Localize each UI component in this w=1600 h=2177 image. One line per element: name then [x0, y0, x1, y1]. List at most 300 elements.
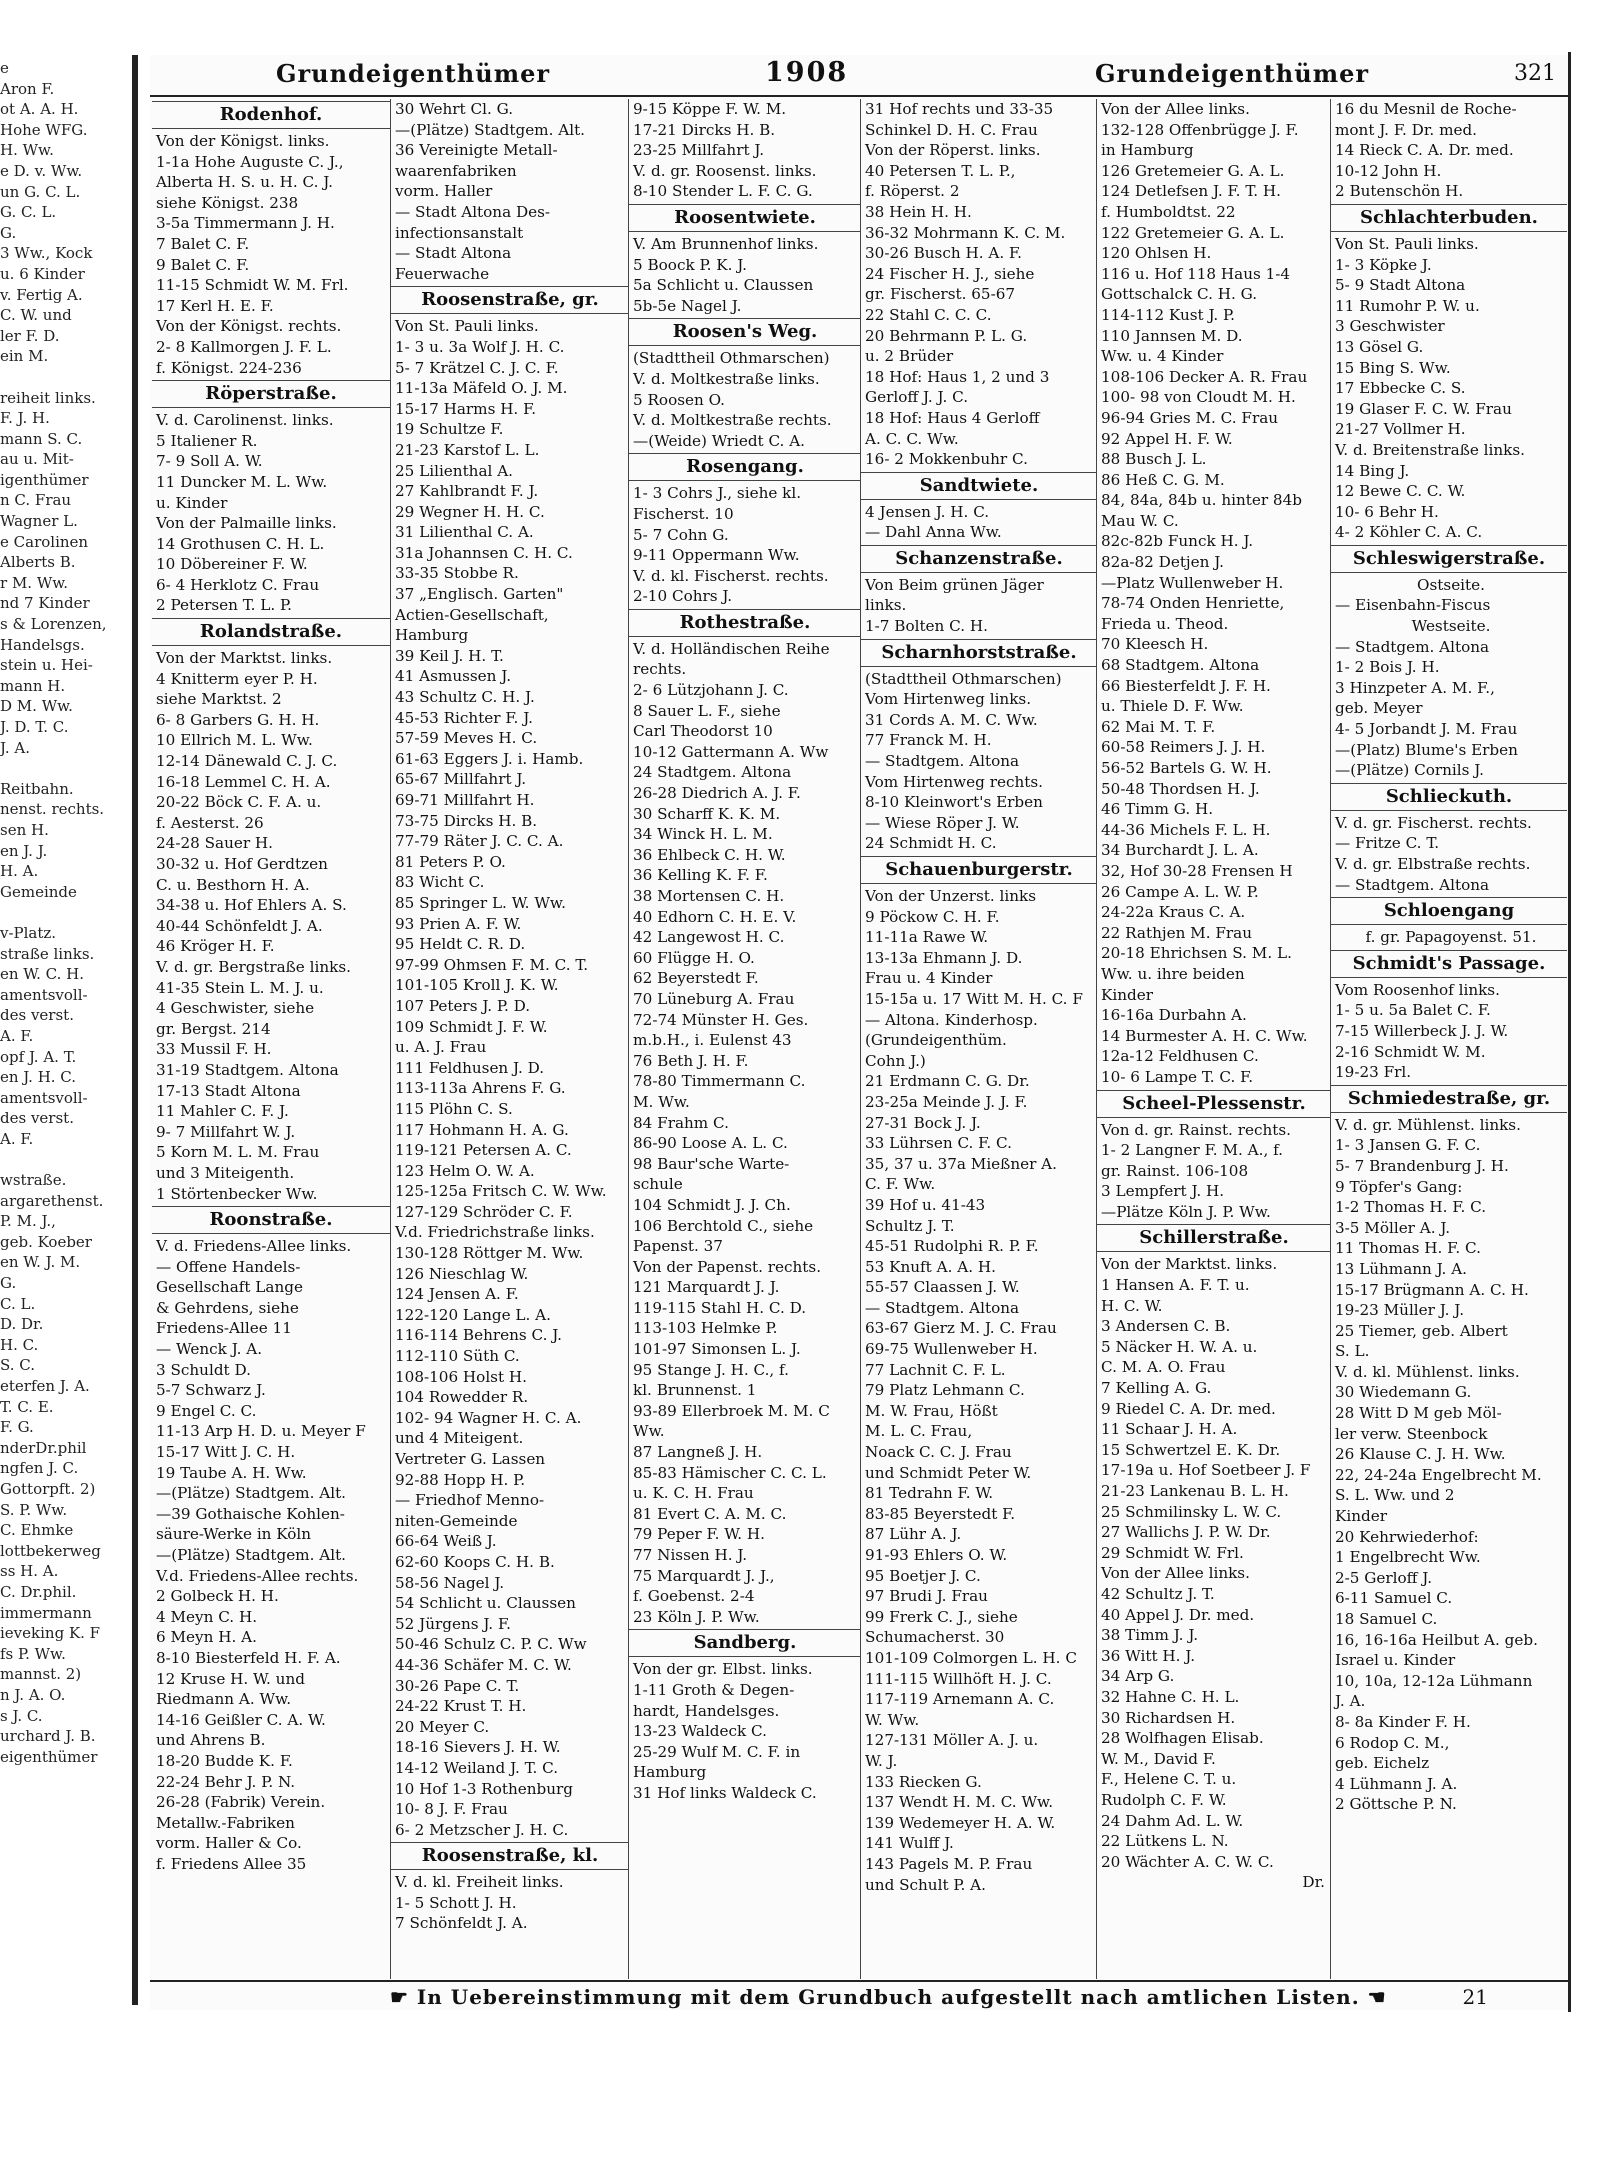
entry-line: 36 Vereinigte Metall- — [395, 141, 558, 160]
entry-line: — Stadtgem. Altona — [865, 752, 1020, 771]
entry-line: gr. Fischerst. 65-67 — [865, 285, 1016, 304]
street-heading: Roosenstraße, gr. — [391, 286, 629, 314]
entry-line: Hamburg — [395, 626, 469, 645]
entry-line: 126 Nieschlag W. — [395, 1264, 529, 1283]
entry-line: m.b.H., i. Eulenst 43 — [633, 1031, 792, 1050]
entry-line: 93 Prien A. F. W. — [395, 914, 522, 933]
entry-line: V.d. Friedrichstraße links. — [395, 1223, 595, 1242]
entry-line: 30-26 Pape C. T. — [395, 1676, 520, 1695]
entry-line: 52 Jürgens J. F. — [395, 1614, 511, 1633]
entry-line: 31 Cords A. M. C. Ww. — [865, 710, 1038, 729]
prev-page-line — [0, 1149, 128, 1170]
entry-line: —Plätze Köln J. P. Ww. — [1101, 1202, 1271, 1221]
entry-line: 70 Kleesch H. — [1101, 635, 1209, 654]
entry-line: 2- 6 Lützjohann J. C. — [633, 681, 789, 700]
entry-line: C. u. Besthorn H. A. — [156, 875, 310, 894]
entry-line: Von St. Pauli links. — [395, 317, 539, 336]
entry-line: 83 Wicht C. — [395, 873, 485, 892]
entry-line: V. d. Carolinenst. links. — [156, 411, 334, 430]
entry-line: V. d. kl. Freiheit links. — [395, 1873, 564, 1892]
entry-line: 16- 2 Mokkenbuhr C. — [865, 450, 1028, 469]
entry-line: 10-12 Gattermann A. Ww — [633, 742, 829, 761]
entry-line: 11-15 Schmidt W. M. Frl. — [156, 276, 349, 295]
prev-page-line: n C. Frau — [0, 491, 72, 510]
entry-line: Vom Hirtenweg links. — [865, 690, 1032, 709]
prev-page-line: en W. J. M. — [0, 1253, 81, 1272]
entry-line: niten-Gemeinde — [395, 1511, 518, 1530]
prev-page-line: nenst. rechts. — [0, 800, 105, 819]
entry-line: 46 Timm G. H. — [1101, 800, 1214, 819]
entry-line: Frau u. 4 Kinder — [865, 969, 993, 988]
prev-page-line: S. C. — [0, 1356, 35, 1375]
entry-line: 4- 5 Jorbandt J. M. Frau — [1335, 720, 1518, 739]
entry-line: 9- 7 Millfahrt W. J. — [156, 1122, 296, 1141]
entry-line: 21 Erdmann C. G. Dr. — [865, 1072, 1030, 1091]
entry-line: 95 Boetjer J. C. — [865, 1566, 981, 1585]
entry-line: 33-35 Stobbe R. — [395, 564, 519, 583]
entry-line: 11 Thomas H. F. C. — [1335, 1239, 1481, 1258]
entry-line: 31 Lilienthal C. A. — [395, 523, 534, 542]
prev-page-line: n J. A. O. — [0, 1685, 66, 1704]
entry-line: 34 Burchardt J. L. A. — [1101, 841, 1259, 860]
entry-line: 10 Döbereiner F. W. — [156, 555, 308, 574]
entry-line: 75 Marquardt J. J., — [633, 1566, 775, 1585]
prev-page-line: u. 6 Kinder — [0, 264, 85, 283]
entry-line: 26-28 Diedrich A. J. F. — [633, 784, 801, 803]
entry-line: und 3 Miteigenth. — [156, 1163, 295, 1182]
entry-line: geb. Meyer — [1335, 699, 1423, 718]
entry-line: —Platz Wullenweber H. — [1101, 573, 1284, 592]
entry-line: 12 Bewe C. C. W. — [1335, 482, 1466, 501]
entry-line: 36 Ehlbeck C. H. W. — [633, 845, 786, 864]
prev-page-line: ein M. — [0, 347, 49, 366]
entry-line: 5 Roosen O. — [633, 390, 725, 409]
entry-line: und 4 Miteigent. — [395, 1429, 524, 1448]
entry-line: (Grundeigenthüm. — [865, 1031, 1007, 1050]
entry-line: V. d. Moltkestraße rechts. — [633, 411, 832, 430]
prev-page-line: H. C. — [0, 1335, 39, 1354]
entry-line: —(Plätze) Stadtgem. Alt. — [156, 1484, 346, 1503]
entry-line: Kinder — [1335, 1507, 1387, 1526]
entry-line: V. Am Brunnenhof links. — [633, 234, 819, 253]
entry-line: V. d. kl. Mühlenst. links. — [1335, 1362, 1520, 1381]
entry-line: 53 Knuft A. A. H. — [865, 1257, 996, 1276]
entry-line: 125-125a Fritsch C. W. Ww. — [395, 1182, 607, 1201]
street-heading: Sandtwiete. — [861, 472, 1097, 500]
entry-line: f. Königst. 224-236 — [156, 358, 302, 377]
entry-line: 2-16 Schmidt W. M. — [1335, 1042, 1486, 1061]
page-number: 321 — [1514, 61, 1556, 86]
entry-line: 37 „Englisch. Garten" — [395, 585, 564, 604]
entry-line: W. M., David F. — [1101, 1749, 1216, 1768]
directory-column-1 — [152, 99, 390, 1979]
entry-line: 45-51 Rudolphi R. P. F. — [865, 1237, 1039, 1256]
entry-line: 14 Burmester A. H. C. Ww. — [1101, 1026, 1308, 1045]
entry-line: Schumacherst. 30 — [865, 1628, 1005, 1647]
entry-line: M. Ww. — [633, 1092, 690, 1111]
entry-line: 26 Campe A. L. W. P. — [1101, 882, 1259, 901]
entry-line: 24 Schmidt H. C. — [865, 834, 997, 853]
entry-line: 119-115 Stahl H. C. D. — [633, 1298, 807, 1317]
entry-line: 30 Richardsen H. — [1101, 1708, 1236, 1727]
entry-line: 39 Hof u. 41-43 — [865, 1195, 986, 1214]
entry-line: 4- 2 Köhler C. A. C. — [1335, 523, 1483, 542]
entry-line: u. A. J. Frau — [395, 1038, 487, 1057]
prev-page-line — [0, 902, 128, 923]
prev-page-line: nd 7 Kinder — [0, 594, 90, 613]
entry-line: vorm. Haller — [395, 182, 493, 201]
entry-line: 9 Balet C. F. — [156, 255, 250, 274]
entry-line: 19-23 Frl. — [1335, 1063, 1412, 1082]
entry-line: 4 Meyn C. H. — [156, 1607, 258, 1626]
entry-line: 16-18 Lemmel C. H. A. — [156, 772, 331, 791]
entry-line: 84, 84a, 84b u. hinter 84b — [1101, 491, 1302, 510]
entry-line: 17-21 Dircks H. B. — [633, 120, 776, 139]
entry-line: 96-94 Gries M. C. Frau — [1101, 408, 1279, 427]
entry-line: 27-31 Bock J. J. — [865, 1113, 981, 1132]
entry-line: 121 Marquardt J. J. — [633, 1278, 780, 1297]
entry-line: V. d. gr. Mühlenst. links. — [1335, 1115, 1521, 1134]
street-heading: Schmiedestraße, gr. — [1331, 1085, 1567, 1113]
entry-line: 13-23 Waldeck C. — [633, 1722, 767, 1741]
entry-line: 17-13 Stadt Altona — [156, 1081, 301, 1100]
entry-line: 11 Rumohr P. W. u. — [1335, 296, 1480, 315]
entry-line: Gottschalck C. H. G. — [1101, 285, 1258, 304]
entry-line: u. Thiele D. F. Ww. — [1101, 697, 1244, 716]
entry-line: 2 Petersen T. L. P. — [156, 596, 293, 615]
prev-page-line: ler F. D. — [0, 326, 60, 345]
page-edge-line — [1568, 52, 1571, 2012]
entry-line: 117-119 Arnemann A. C. — [865, 1690, 1055, 1709]
entry-line: 21-23 Lankenau B. L. H. — [1101, 1482, 1289, 1500]
entry-line: hardt, Handelsges. — [633, 1701, 780, 1720]
prev-page-line: des verst. — [0, 1006, 74, 1025]
prev-page-line: Gemeinde — [0, 882, 77, 901]
entry-line: — Stadtgem. Altona — [1335, 875, 1490, 894]
entry-line: 35, 37 u. 37a Mießner A. — [865, 1154, 1057, 1173]
entry-line: (Stadttheil Othmarschen) — [633, 349, 830, 368]
street-heading: Schmidt's Passage. — [1331, 950, 1567, 978]
entry-line: 10 Ellrich M. L. Ww. — [156, 731, 313, 750]
entry-line: 2 Golbeck H. H. — [156, 1587, 279, 1606]
entry-line: — Stadt Altona — [395, 244, 512, 263]
entry-line: 1- 3 Cohrs J., siehe kl. — [633, 484, 802, 503]
prev-page-line: urchard J. B. — [0, 1727, 96, 1746]
entry-line: 1-7 Bolten C. H. — [865, 617, 988, 636]
entry-line: f. Goebenst. 2-4 — [633, 1587, 755, 1606]
prev-page-line: C. Ehmke — [0, 1521, 74, 1540]
entry-line: 4 Geschwister, siehe — [156, 999, 315, 1018]
entry-line: 34 Arp G. — [1101, 1667, 1175, 1686]
entry-line: 98 Baur'sche Warte- — [633, 1154, 790, 1173]
entry-line: u. 2 Brüder — [865, 347, 954, 366]
prev-page-line: D M. Ww. — [0, 697, 73, 716]
entry-line: Noack C. C. J. Frau — [865, 1443, 1012, 1462]
entry-line: 40 Appel J. Dr. med. — [1101, 1605, 1255, 1624]
entry-line: 9 Riedel C. A. Dr. med. — [1101, 1399, 1276, 1418]
prev-page-line: en J. J. — [0, 841, 48, 860]
entry-line: 30 Wiedemann G. — [1335, 1383, 1472, 1402]
entry-line: V. d. Holländischen Reihe — [633, 639, 830, 658]
entry-line: 30-26 Busch H. A. F. — [865, 244, 1022, 263]
entry-line: f. Röperst. 2 — [865, 182, 960, 201]
entry-line: 130-128 Röttger M. Ww. — [395, 1244, 584, 1263]
entry-line: 38 Mortensen C. H. — [633, 887, 785, 905]
entry-line: 7-15 Willerbeck J. J. W. — [1335, 1021, 1509, 1040]
entry-line: waarenfabriken — [395, 161, 517, 180]
entry-line: 18 Hof: Haus 4 Gerloff — [865, 408, 1040, 427]
prev-page-line — [0, 367, 128, 388]
entry-line: 76 Beth J. H. F. — [633, 1051, 749, 1070]
entry-line: 36-32 Mohrmann K. C. M. — [865, 223, 1066, 242]
entry-line: 1 Störtenbecker Ww. — [156, 1184, 318, 1203]
entry-line: 69-75 Wullenweber H. — [865, 1340, 1038, 1359]
entry-line: 50-48 Thordsen H. J. — [1101, 779, 1260, 798]
street-heading: Rothestraße. — [629, 609, 861, 637]
entry-line: 4 Lühmann J. A. — [1335, 1774, 1458, 1793]
entry-line: 117 Hohmann H. A. G. — [395, 1120, 569, 1139]
entry-line: 41 Asmussen J. — [395, 667, 512, 686]
street-heading: Roosenstraße, kl. — [391, 1842, 629, 1870]
entry-line: 31 Hof rechts und 33-35 — [865, 100, 1054, 118]
entry-line: 106 Berchtold C., siehe — [633, 1216, 814, 1235]
entry-line: säure-Werke in Köln — [156, 1525, 312, 1544]
entry-line: 91-93 Ehlers O. W. — [865, 1546, 1008, 1564]
entry-line: 11 Mahler C. F. J. — [156, 1102, 289, 1121]
entry-line: — Wenck J. A. — [156, 1340, 263, 1359]
entry-line: 27 Kahlbrandt F. J. — [395, 482, 539, 501]
entry-line: 20 Behrmann P. L. G. — [865, 326, 1028, 345]
entry-line: 92-88 Hopp H. P. — [395, 1470, 526, 1489]
entry-line: 36 Witt H. J. — [1101, 1646, 1196, 1665]
entry-line: 39 Keil J. H. T. — [395, 646, 504, 665]
entry-line: 5- 7 Cohn G. — [633, 525, 729, 544]
entry-line: Von der Unzerst. links — [865, 887, 1036, 905]
entry-line: 26-28 (Fabrik) Verein. — [156, 1793, 326, 1812]
entry-line: Vom Roosenhof links. — [1335, 980, 1500, 999]
entry-line: geb. Eichelz — [1335, 1754, 1430, 1773]
entry-line: 18-20 Budde K. F. — [156, 1751, 293, 1770]
entry-line: 2-5 Gerloff J. — [1335, 1568, 1433, 1587]
entry-line: 25 Schmilinsky L. W. C. — [1101, 1502, 1282, 1521]
entry-line: — Wiese Röper J. W. — [865, 813, 1020, 832]
entry-line: 14-12 Weiland J. T. C. — [395, 1758, 559, 1777]
entry-line: V. d. gr. Bergstraße links. — [156, 957, 351, 976]
prev-page-line: immermann — [0, 1603, 92, 1622]
entry-line: 14 Rieck C. A. Dr. med. — [1335, 141, 1514, 160]
entry-line: 11 Duncker M. L. Ww. — [156, 472, 328, 491]
entry-line: Schultz J. T. — [865, 1216, 955, 1235]
entry-line: 61-63 Eggers J. i. Hamb. — [395, 749, 584, 768]
entry-line: 60-58 Reimers J. J. H. — [1101, 738, 1266, 757]
entry-line: in Hamburg — [1101, 141, 1194, 160]
entry-line: 100- 98 von Cloudt M. H. — [1101, 388, 1296, 407]
entry-line: 6 Meyn H. A. — [156, 1628, 257, 1647]
entry-line: 19 Glaser F. C. W. Frau — [1335, 399, 1512, 418]
entry-line: —(Plätze) Stadtgem. Alt. — [395, 120, 585, 139]
prev-page-line: A. F. — [0, 1129, 34, 1148]
prev-page-line: igenthümer — [0, 470, 89, 489]
entry-line: S. L. Ww. und 2 — [1335, 1486, 1455, 1505]
entry-line: Vom Hirtenweg rechts. — [865, 772, 1043, 791]
entry-line: 97-99 Ohmsen F. M. C. T. — [395, 955, 589, 974]
entry-line: 14-16 Geißler C. A. W. — [156, 1710, 326, 1729]
entry-line: 86-90 Loose A. L. C. — [633, 1134, 788, 1153]
entry-line: 83-85 Beyerstedt F. — [865, 1504, 1016, 1523]
entry-line: 21-23 Karstof L. L. — [395, 440, 540, 459]
entry-line: 31 Hof links Waldeck C. — [633, 1783, 817, 1802]
entry-line: 6- 2 Metzscher J. H. C. — [395, 1820, 569, 1839]
entry-line: 63-67 Gierz M. J. C. Frau — [865, 1319, 1057, 1338]
entry-line: und Schmidt Peter W. — [865, 1463, 1032, 1482]
entry-line: 11-13a Mäfeld O. J. M. — [395, 379, 568, 398]
entry-line: 24-22 Krust T. H. — [395, 1697, 527, 1716]
prev-page-line: v. Fertig A. — [0, 285, 83, 304]
entry-line: 108-106 Decker A. R. Frau — [1101, 367, 1308, 386]
entry-line: 85 Springer L. W. Ww. — [395, 893, 566, 912]
directory-column-6 — [1330, 99, 1567, 1979]
entry-line: 30 Wehrt Cl. G. — [395, 100, 514, 118]
entry-line: H. C. W. — [1101, 1296, 1163, 1315]
entry-line: Ww. u. 4 Kinder — [1101, 347, 1224, 366]
prev-page-line: Gottorpft. 2) — [0, 1479, 96, 1498]
entry-line: 115 Plöhn C. S. — [395, 1099, 513, 1118]
entry-line: Von d. gr. Rainst. rechts. — [1101, 1120, 1291, 1139]
entry-line: 1 Hansen A. F. T. u. — [1101, 1276, 1250, 1295]
entry-line: 2- 8 Kallmorgen J. F. L. — [156, 337, 332, 356]
entry-line: Von der Allee links. — [1101, 100, 1250, 118]
prev-page-line: P. M. J., — [0, 1212, 56, 1231]
entry-line: 3 Lempfert J. H. — [1101, 1182, 1225, 1201]
prev-page-line: ot A. A. H. — [0, 100, 79, 119]
entry-line: Fischerst. 10 — [633, 504, 734, 523]
entry-line: 2 Butenschön H. — [1335, 182, 1464, 201]
street-heading: Roosen's Weg. — [629, 318, 861, 346]
entry-line: 77 Nissen H. J. — [633, 1546, 748, 1564]
prev-page-line: Reitbahn. — [0, 779, 74, 798]
entry-line: Vertreter G. Lassen — [395, 1450, 546, 1468]
prev-page-line: mann S. C. — [0, 429, 83, 448]
entry-line: Ostseite. — [1417, 575, 1485, 594]
prev-page-line: Aron F. — [0, 79, 55, 98]
entry-line: 24-28 Sauer H. — [156, 834, 273, 853]
entry-line: V. d. gr. Fischerst. rechts. — [1335, 813, 1532, 832]
signature-mark: 21 — [1462, 1985, 1488, 2009]
entry-line: 18-16 Sievers J. H. W. — [395, 1738, 561, 1757]
entry-line: 1- 3 Köpke J. — [1335, 255, 1432, 274]
entry-line: 77 Lachnit C. F. L. — [865, 1360, 1006, 1379]
prev-page-line: G. — [0, 223, 17, 242]
entry-line: Von der Röperst. links. — [865, 141, 1041, 160]
prev-page-line: H. Ww. — [0, 141, 54, 160]
entry-line: 45-53 Richter F. J. — [395, 708, 533, 727]
prev-page-line: au u. Mit- — [0, 450, 74, 469]
entry-line: 116 u. Hof 118 Haus 1-4 — [1101, 264, 1291, 283]
entry-line: 10, 10a, 12-12a Lühmann — [1335, 1671, 1533, 1690]
entry-line: 1- 3 u. 3a Wolf J. H. C. — [395, 337, 565, 356]
entry-line: 14 Bing J. — [1335, 461, 1410, 480]
entry-line: Israel u. Kinder — [1335, 1651, 1456, 1670]
entry-line: 18 Hof: Haus 1, 2 und 3 — [865, 367, 1050, 386]
entry-line: Riedmann A. Ww. — [156, 1690, 292, 1709]
street-heading: Rodenhof. — [152, 101, 390, 129]
entry-line: 107 Peters J. P. D. — [395, 996, 531, 1015]
entry-line: Mau W. C. — [1101, 511, 1179, 530]
directory-column-2 — [390, 99, 629, 1979]
entry-line: 127-131 Möller A. J. u. — [865, 1731, 1039, 1750]
entry-line: 10-12 John H. — [1335, 161, 1442, 180]
entry-line: 46 Kröger H. F. — [156, 937, 275, 956]
entry-line: 119-121 Petersen A. C. — [395, 1141, 572, 1160]
entry-line: M. L. C. Frau, — [865, 1422, 973, 1441]
prev-page-line: argarethenst. — [0, 1191, 104, 1210]
entry-line: 32 Hahne C. H. L. — [1101, 1687, 1240, 1706]
directory-page — [150, 55, 1568, 2010]
directory-column-3 — [628, 99, 861, 1979]
entry-line: 84 Frahm C. — [633, 1113, 729, 1132]
entry-line: 66 Biesterfeldt J. F. H. — [1101, 676, 1271, 695]
entry-line: Gerloff J. J. C. — [865, 388, 969, 407]
entry-line: 1- 5 u. 5a Balet C. F. — [1335, 1001, 1491, 1020]
prev-page-line — [0, 758, 128, 779]
entry-line: 12 Kruse H. W. und — [156, 1669, 305, 1688]
entry-line: 42 Langewost H. C. — [633, 928, 785, 947]
entry-line: 8-10 Stender L. F. C. G. — [633, 182, 813, 201]
entry-line: 99 Frerk C. J., siehe — [865, 1607, 1018, 1626]
entry-line: 7 Schönfeldt J. A. — [395, 1914, 528, 1933]
prev-page-line: amentsvoll- — [0, 1088, 88, 1107]
entry-line: 34-38 u. Hof Ehlers A. S. — [156, 896, 347, 915]
entry-line: 10 Hof 1-3 Rothenburg — [395, 1779, 573, 1798]
entry-line: 86 Heß C. G. M. — [1101, 470, 1225, 489]
entry-line: 20-18 Ehrichsen S. M. L. — [1101, 944, 1292, 963]
entry-line: (Stadttheil Othmarschen) — [865, 669, 1062, 688]
entry-line: 12a-12 Feldhusen C. — [1101, 1047, 1259, 1066]
entry-line: Frieda u. Theod. — [1101, 614, 1229, 633]
entry-line: 143 Pagels M. P. Frau — [865, 1854, 1033, 1873]
prev-page-line: wstraße. — [0, 1171, 67, 1190]
entry-line: 21-27 Vollmer H. — [1335, 420, 1466, 439]
entry-line: 33 Lührsen C. F. C. — [865, 1134, 1012, 1153]
prev-page-line: 3 Ww., Kock — [0, 244, 93, 263]
entry-line: —(Weide) Wriedt C. A. — [633, 431, 806, 450]
prev-page-line: ieveking K. F — [0, 1624, 101, 1643]
entry-line: 24 Stadtgem. Altona — [633, 763, 792, 782]
entry-line: — Friedhof Menno- — [395, 1491, 545, 1510]
entry-line: S. L. — [1335, 1342, 1370, 1361]
entry-line: 19 Taube A. H. Ww. — [156, 1463, 307, 1482]
entry-line: 122 Gretemeier G. A. L. — [1101, 223, 1285, 242]
entry-line: Papenst. 37 — [633, 1237, 723, 1256]
entry-line: 1-2 Thomas H. F. C. — [1335, 1198, 1487, 1217]
entry-line: — Dahl Anna Ww. — [865, 523, 1002, 542]
street-heading: Schloengang — [1331, 897, 1567, 925]
entry-line: 15-17 Brügmann A. C. H. — [1335, 1280, 1529, 1299]
entry-line: 8 Sauer L. F., siehe — [633, 701, 781, 720]
entry-line: 55-57 Claassen J. W. — [865, 1278, 1020, 1297]
entry-line: 16-16a Durbahn A. — [1101, 1006, 1247, 1025]
entry-line: 77-79 Räter J. C. C. A. — [395, 832, 564, 851]
entry-line: 10- 6 Behr H. — [1335, 502, 1439, 521]
prev-page-line: en J. H. C. — [0, 1068, 77, 1087]
entry-line: 101-105 Kroll J. K. W. — [395, 976, 559, 995]
entry-line: gr. Bergst. 214 — [156, 1019, 271, 1038]
entry-line: und Schult P. A. — [865, 1875, 986, 1894]
entry-line: 8-10 Kleinwort's Erben — [865, 793, 1043, 812]
entry-line: 11-13 Arp H. D. u. Meyer F — [156, 1422, 366, 1441]
entry-line: J. A. — [1335, 1692, 1366, 1711]
entry-line: Von der Allee links. — [1101, 1564, 1250, 1583]
